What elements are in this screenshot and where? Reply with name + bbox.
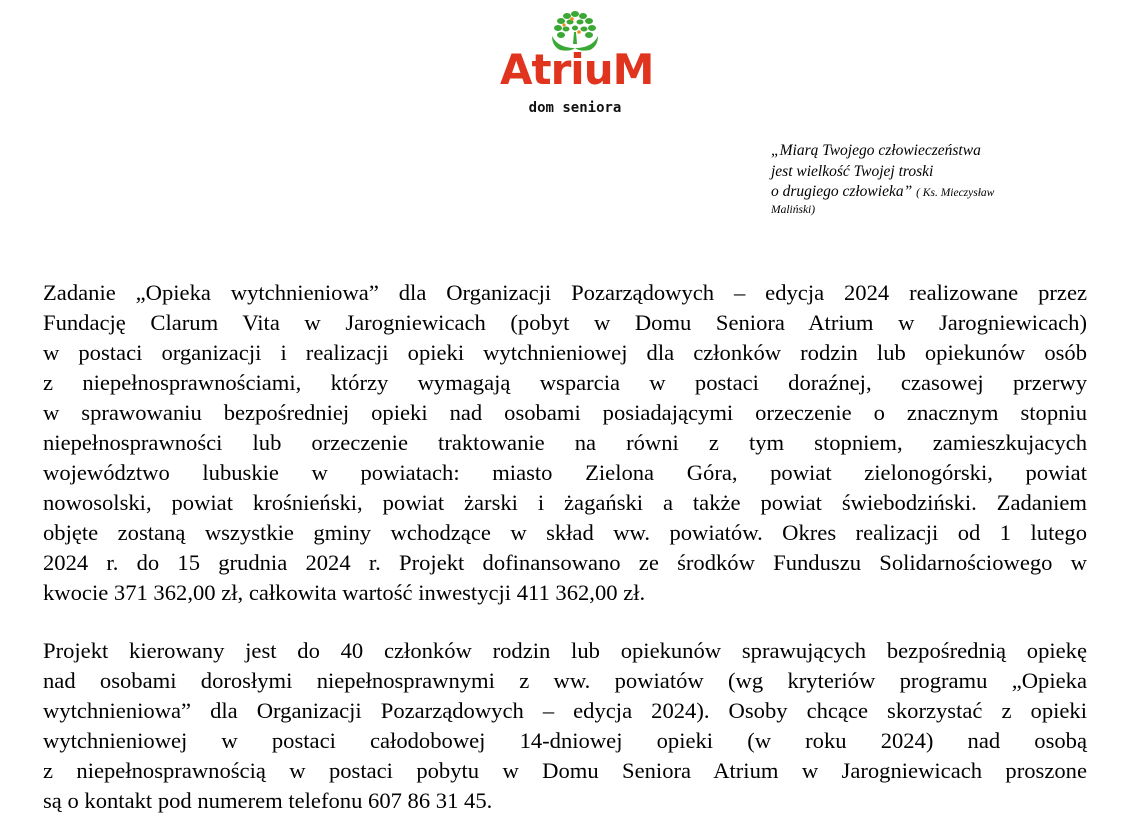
quote-author: ( Ks. Mieczysław: [916, 187, 995, 199]
quote-text: o drugiego człowieka”: [771, 183, 913, 200]
text-line: objęte zostaną wszystkie gminy wchodzące w skład ww. powiatów. Okres realizacji od 1 lutego: [43, 520, 1087, 545]
text-line: Projekt kierowany jest do 40 członków rodzin lub opiekunów sprawujących bezpośrednią opiekę: [43, 638, 1087, 663]
text-line: kwocie 371 362,00 zł, całkowita wartość inwestycji 411 362,00 zł.: [43, 580, 646, 605]
text-line: nad osobami dorosłymi niepełnosprawnymi z ww. powiatów (wg kryteriów programu „Opieka: [43, 668, 1087, 693]
logo-subtitle: dom seniora: [528, 100, 622, 116]
quote-author-cont: Maliński): [771, 203, 816, 216]
text-line: w sprawowaniu bezpośredniej opieki nad osobami posiadającymi orzeczenie o znacznym stopniu: [43, 400, 1087, 425]
text-line: w postaci organizacji i realizacji opieki wytchnieniowej dla członków rodzin lub opiekunów osób: [43, 340, 1087, 365]
text-line: województwo lubuskie w powiatach: miasto Zielona Góra, powiat zielonogórski, powiat: [43, 460, 1087, 485]
text-line: Zadanie „Opieka wytchnieniowa” dla Organizacji Pozarządowych – edycja 2024 realizowane przez: [43, 280, 1087, 305]
quote-line: jest wielkość Twojej troski: [771, 162, 934, 180]
text-line: Fundację Clarum Vita w Jarogniewicach (pobyt w Domu Seniora Atrium w Jarogniewicach): [43, 310, 1087, 335]
paragraph-task-description: [43, 278, 1087, 608]
text-line: nowosolski, powiat krośnieński, powiat żarski i żagański a także powiat świebodziński. Zadaniem: [43, 490, 1087, 515]
quote-line: „Miarą Twojego człowieczeństwa: [771, 142, 981, 159]
text-line: niepełnosprawności lub orzeczenie traktowanie na równi z tym stopniem, zamieszkujacych: [43, 430, 1087, 455]
logo-wordmark: AtriuM: [500, 45, 654, 94]
text-line: 2024 r. do 15 grudnia 2024 r. Projekt dofinansowano ze środków Funduszu Solidarnościowego w: [43, 550, 1087, 575]
text-line: z niepełnosprawnością w postaci pobytu w Domu Seniora Atrium w Jarogniewicach proszone: [43, 758, 1087, 783]
paragraph-project-contact: [43, 636, 1087, 816]
text-line: z niepełnosprawnościami, którzy wymagają wsparcia w postaci doraźnej, czasowej przerwy: [43, 370, 1087, 395]
motto-quote: [771, 141, 1071, 217]
text-line: wytchnieniowej w postaci całodobowej 14-dniowej opieki (w roku 2024) nad osobą: [43, 728, 1087, 753]
atrium-logo: [500, 8, 654, 120]
quote-line-last: [771, 182, 1071, 203]
text-line: są o kontakt pod numerem telefonu 607 86 31 45.: [43, 788, 493, 813]
text-line: wytchnieniowa” dla Organizacji Pozarządowych – edycja 2024). Osoby chcące skorzystać z opieki: [43, 698, 1087, 723]
